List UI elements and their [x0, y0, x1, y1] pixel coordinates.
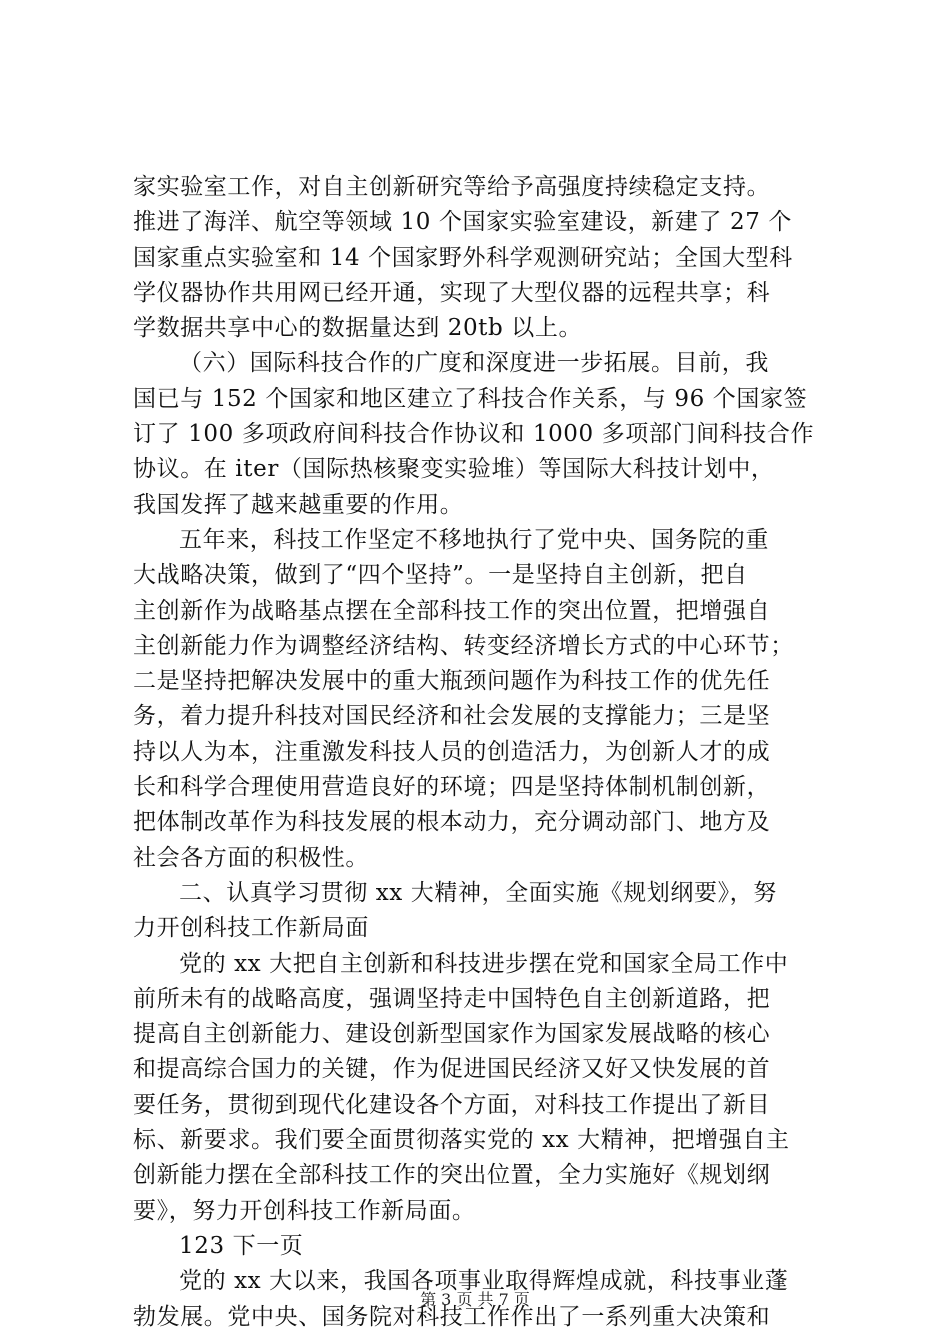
text-line: 协议。在 iter（国际热核聚变实验堆）等国际大科技计划中， [133, 456, 775, 483]
text-line: 大战略决策，做到了“四个坚持”。一是坚持自主创新，把自 [133, 562, 748, 589]
text-line: 五年来，科技工作坚定不移地执行了党中央、国务院的重 [179, 526, 769, 553]
text-line: 推进了海洋、航空等领域 10 个国家实验室建设，新建了 27 个 [133, 209, 792, 236]
text-line: 二是坚持把解决发展中的重大瓶颈问题作为科技工作的优先任 [133, 668, 771, 695]
text-line: 创新能力摆在全部科技工作的突出位置，全力实施好《规划纲 [133, 1162, 771, 1189]
text-line: 国已与 152 个国家和地区建立了科技合作关系，与 96 个国家签 [133, 385, 808, 412]
text-line: 要任务，贯彻到现代化建设各个方面，对科技工作提出了新目 [133, 1091, 771, 1118]
text-line: 社会各方面的积极性。 [133, 844, 369, 871]
text-line: 党的 xx 大把自主创新和科技进步摆在党和国家全局工作中 [179, 950, 789, 977]
text-line: 123 下一页 [179, 1232, 304, 1259]
document-body [133, 170, 833, 1335]
text-line: （六）国际科技合作的广度和深度进一步拓展。目前，我 [179, 350, 769, 377]
text-line: 我国发挥了越来越重要的作用。 [133, 491, 464, 518]
text-line: 务，着力提升科技对国民经济和社会发展的支撑能力；三是坚 [133, 703, 771, 730]
text-line: 前所未有的战略高度，强调坚持走中国特色自主创新道路，把 [133, 985, 771, 1012]
text-line: 持以人为本，注重激发科技人员的创造活力，为创新人才的成 [133, 738, 771, 765]
text-line: 力开创科技工作新局面 [133, 915, 369, 942]
page-footer: 第 3 页 共 7 页 [420, 1290, 530, 1309]
text-line: 主创新作为战略基点摆在全部科技工作的突出位置，把增强自 [133, 597, 771, 624]
text-line: 把体制改革作为科技发展的根本动力，充分调动部门、地方及 [133, 809, 771, 836]
text-line: 勃发展。党中央、国务院对科技工作作出了一系列重大决策和 [133, 1303, 771, 1330]
text-line: 二、认真学习贯彻 xx 大精神，全面实施《规划纲要》，努 [179, 879, 777, 906]
text-line: 订了 100 多项政府间科技合作协议和 1000 多项部门间科技合作 [133, 421, 815, 448]
text-line: 国家重点实验室和 14 个国家野外科学观测研究站；全国大型科 [133, 244, 793, 271]
text-line: 党的 xx 大以来，我国各项事业取得辉煌成就，科技事业蓬 [179, 1268, 789, 1295]
text-line: 家实验室工作，对自主创新研究等给予高强度持续稳定支持。 [133, 174, 771, 200]
text-line: 标、新要求。我们要全面贯彻落实党的 xx 大精神，把增强自主 [133, 1127, 790, 1154]
text-line: 学数据共享中心的数据量达到 20tb 以上。 [133, 315, 583, 342]
text-line: 学仪器协作共用网已经开通，实现了大型仪器的远程共享；科 [133, 279, 771, 306]
text-line: 要》，努力开创科技工作新局面。 [133, 1197, 476, 1224]
text-line: 主创新能力作为调整经济结构、转变经济增长方式的中心环节； [133, 632, 794, 659]
text-line: 长和科学合理使用营造良好的环境；四是坚持体制机制创新， [133, 774, 771, 801]
text-line: 提高自主创新能力、建设创新型国家作为国家发展战略的核心 [133, 1021, 771, 1048]
text-line: 和提高综合国力的关键，作为促进国民经济又好又快发展的首 [133, 1056, 771, 1083]
